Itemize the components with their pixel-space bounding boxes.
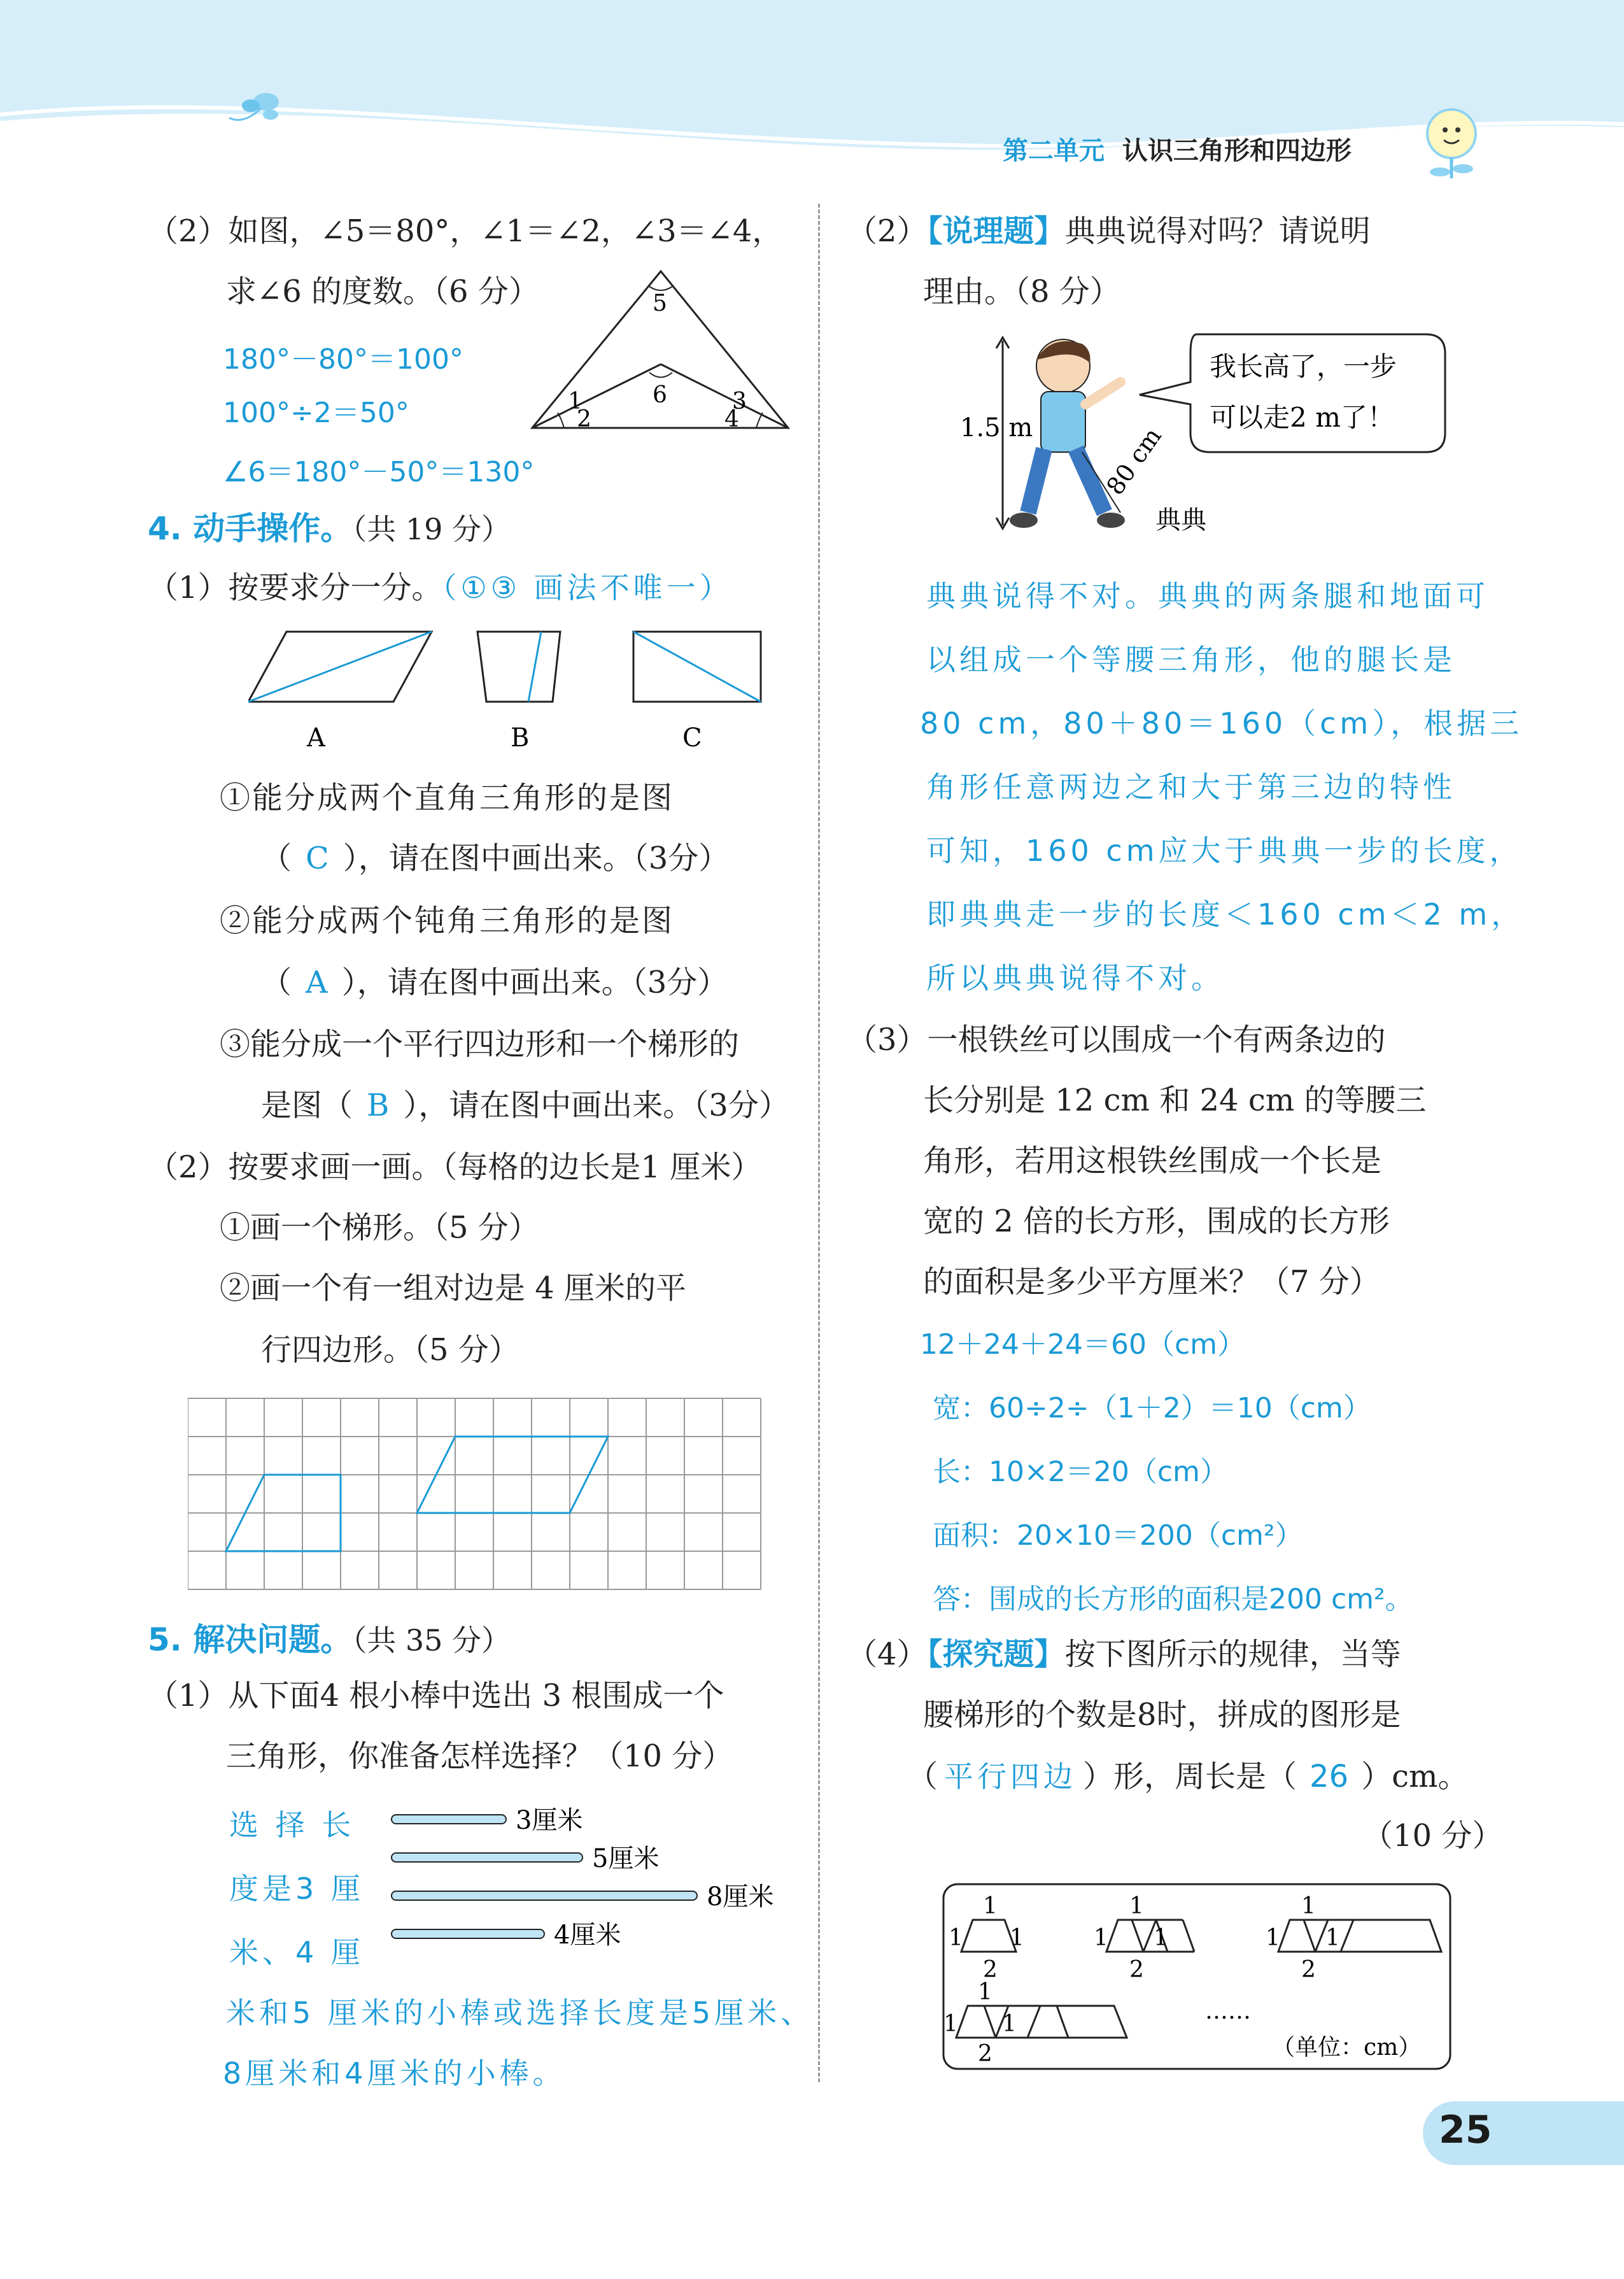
angle-label-4: 4 (724, 406, 739, 432)
stick-label-3: 3厘米 (516, 1806, 583, 1835)
column-divider (818, 204, 820, 2082)
shape-label-c: C (682, 723, 702, 753)
r-q3-line4: 宽的 2 倍的长方形，围成的长方形 (923, 1203, 1390, 1239)
drawing-grid (188, 1396, 767, 1590)
s4-q2-item2b: 行四边形。（5 分） (261, 1332, 519, 1368)
trapezoid-pattern-figure (941, 1882, 1453, 2073)
s4-q1-item3b: 是图（ B ），请在图中画出来。（3分） (261, 1088, 789, 1123)
r-q3-answer-3: 长：10×2＝20（cm） (933, 1456, 1228, 1488)
r-q2-answer-2: 以组成一个等腰三角形，他的腿长是 (926, 643, 1456, 677)
s4-q2: （2）按要求画一画。（每格的边长是1 厘米） (148, 1149, 762, 1185)
s4-q1-item2a: ②能分成两个钝角三角形的是图 (220, 903, 675, 939)
angle-label-1: 1 (568, 388, 583, 415)
s4-q1-item2b: （ A ），请在图中画出来。（3分） (261, 965, 728, 1000)
pattern-unit: （单位：cm） (1272, 2034, 1422, 2061)
r-q3-line1: （3）一根铁丝可以围成一个有两条边的 (847, 1022, 1386, 1058)
q2-answer-1: 180°－80°＝100° (223, 343, 463, 376)
r-q3-answer-2: 宽：60÷2÷（1＋2）＝10（cm） (933, 1392, 1371, 1424)
angle-label-3: 3 (732, 388, 747, 415)
r-q2-answer-7: 所以典典说得不对。 (926, 961, 1224, 995)
header-band (0, 0, 1624, 178)
bubble-line-1: 我长高了，一步 (1210, 351, 1397, 382)
r-q2-answer-1: 典典说得不对。典典的两条腿和地面可 (926, 579, 1489, 613)
r-q4-line1: （4）【探究题】按下图所示的规律，当等 (847, 1636, 1401, 1672)
flower-icon (1427, 110, 1476, 178)
r-q4-line3: （ 平行四边 ）形，周长是（ 26 ）cm。 (907, 1759, 1469, 1794)
name-label: 典典 (1155, 506, 1206, 535)
pattern-num-1i: 1 (1325, 1925, 1340, 1951)
angle-label-5: 5 (653, 290, 667, 316)
q2-answer-3: ∠6＝180°－50°＝130° (223, 456, 535, 488)
r-q3-line5: 的面积是多少平方厘米？（7 分） (923, 1264, 1380, 1300)
pattern-num-2d: 2 (978, 2041, 992, 2067)
triangle-figure (528, 261, 802, 439)
pattern-num-1a: 1 (983, 1893, 998, 1919)
s5-q1-answer-4: 米和5 厘米的小棒或选择长度是5厘米、 (226, 1996, 814, 2030)
pattern-num-1l: 1 (1002, 2011, 1017, 2037)
s5-q1-answer-1: 选 择 长 (229, 1808, 355, 1842)
shape-label-a: A (307, 723, 325, 753)
r-q3-answer-1: 12＋24＋24＝60（cm） (920, 1328, 1246, 1361)
r-q4-line2: 腰梯形的个数是8时，拼成的图形是 (923, 1697, 1401, 1733)
q2-line2: 求∠6 的度数。（6 分） (226, 274, 539, 309)
angle-label-2: 2 (577, 406, 591, 432)
stick-3cm (392, 1815, 506, 1824)
pattern-num-1g: 1 (1301, 1893, 1316, 1919)
pattern-num-1b: 1 (949, 1925, 963, 1951)
shape-b-trapezoid (477, 632, 560, 702)
r-q2-answer-3: 80 cm，80＋80＝160（cm），根据三 (920, 706, 1523, 741)
r-q2-line2: 理由。（8 分） (923, 274, 1120, 309)
height-label: 1.5 m (960, 413, 1033, 443)
s5-q1-answer-3: 米、4 厘 (229, 1935, 364, 1970)
q2-line1: （2）如图，∠5＝80°，∠1＝∠2，∠3＝∠4， (148, 213, 783, 249)
pattern-num-2c: 2 (1301, 1957, 1316, 1983)
r-q3-line2: 长分别是 12 cm 和 24 cm 的等腰三 (923, 1083, 1427, 1118)
s5-q1a: （1）从下面4 根小棒中选出 3 根围成一个 (148, 1678, 724, 1714)
r-q2-answer-5: 可知，160 cm应大于典典一步的长度， (926, 834, 1523, 868)
sticks-figure (382, 1796, 802, 1955)
pattern-num-1d: 1 (1129, 1893, 1144, 1919)
s4-q2-item2a: ②画一个有一组对边是 4 厘米的平 (220, 1270, 687, 1306)
r-q2-line1: （2）【说理题】典典说得对吗？请说明 (847, 213, 1371, 249)
stick-label-4: 4厘米 (554, 1920, 621, 1950)
shape-label-b: B (511, 723, 530, 753)
section-4-title: 4. 动手操作。（共 19 分） (148, 510, 511, 547)
pattern-num-1e: 1 (1094, 1925, 1108, 1951)
stick-label-5: 5厘米 (592, 1844, 660, 1873)
s5-q1b: 三角形，你准备怎样选择？（10 分） (226, 1738, 733, 1774)
r-q2-answer-4: 角形任意两边之和大于第三边的特性 (926, 770, 1456, 804)
s4-q1-item1b: （ C ），请在图中画出来。（3分） (261, 841, 730, 876)
pattern-num-2a: 2 (983, 1957, 998, 1983)
stick-4cm (392, 1929, 544, 1938)
pattern-num-1k: 1 (943, 2011, 958, 2037)
shapes-abc (248, 624, 770, 758)
s4-q1: （1）按要求分一分。（①③ 画法不唯一） (148, 570, 733, 606)
r-q3-answer-4: 面积：20×10＝200（cm²） (933, 1519, 1303, 1552)
r-q3-answer-5: 答：围成的长方形的面积是200 cm²。 (933, 1583, 1413, 1615)
bubble-line-2: 可以走2 m了！ (1210, 402, 1394, 433)
pattern-num-1f: 1 (1154, 1925, 1168, 1951)
pattern-num-1j: 1 (978, 1979, 992, 2005)
s5-q1-answer-5: 8厘米和4厘米的小棒。 (223, 2056, 566, 2091)
s4-q2-item1: ①画一个梯形。（5 分） (220, 1210, 539, 1246)
angle-label-6: 6 (653, 382, 667, 408)
pattern-num-1c: 1 (1010, 1925, 1024, 1951)
section-5-title: 5. 解决问题。（共 35 分） (148, 1621, 511, 1658)
stick-5cm (392, 1853, 583, 1862)
pattern-ellipsis: …… (1205, 1998, 1251, 2024)
pattern-num-2b: 2 (1129, 1957, 1144, 1983)
r-q4-points: （10 分） (1362, 1818, 1503, 1854)
s4-q1-item3a: ③能分成一个平行四边形和一个梯形的 (220, 1026, 740, 1062)
r-q3-line3: 角形，若用这根铁丝围成一个长是 (923, 1143, 1382, 1179)
page-number: 25 (1423, 2101, 1624, 2165)
pattern-num-1h: 1 (1266, 1925, 1280, 1951)
r-q2-answer-6: 即典典走一步的长度＜160 cm＜2 m， (926, 897, 1525, 932)
leg-label: 80 cm (1101, 422, 1167, 501)
s5-q1-answer-2: 度是3 厘 (229, 1871, 364, 1906)
s4-q1-item1a: ①能分成两个直角三角形的是图 (220, 780, 675, 816)
q2-answer-2: 100°÷2＝50° (223, 397, 409, 429)
stick-label-8: 8厘米 (707, 1882, 774, 1912)
unit-title: 第二单元 认识三角形和四边形 (1003, 136, 1352, 166)
stick-8cm (392, 1891, 697, 1900)
dian-dian-illustration (955, 322, 1464, 551)
